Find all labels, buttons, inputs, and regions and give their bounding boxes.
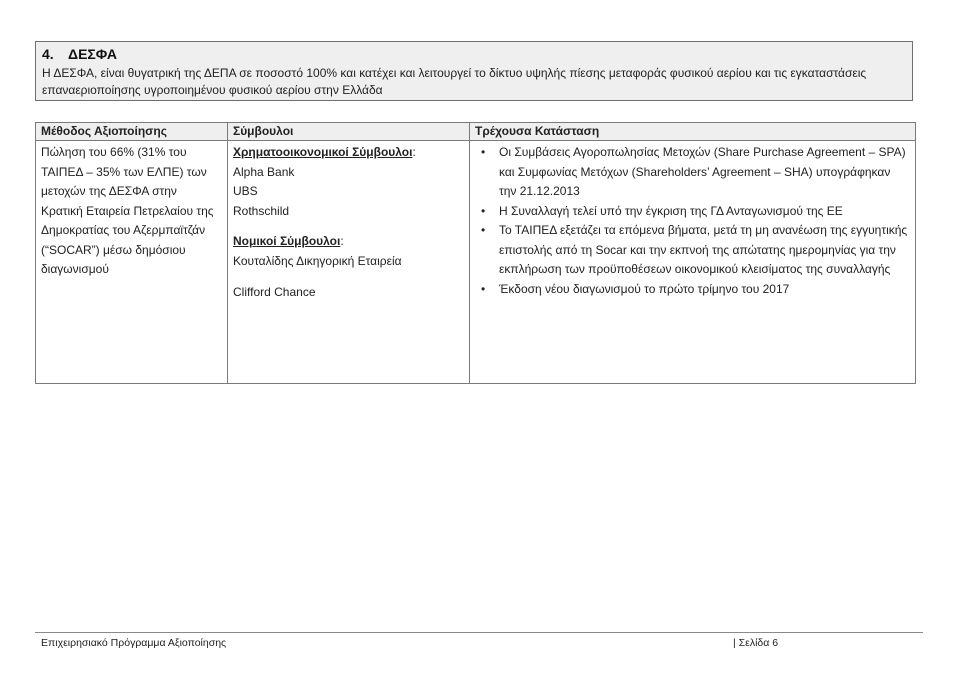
financial-advisor: Alpha Bank bbox=[233, 164, 295, 179]
header-status: Τρέχουσα Κατάσταση bbox=[470, 123, 916, 141]
financial-advisor: Rothschild bbox=[233, 203, 290, 218]
method-text: Πώληση του 66% (31% του ΤΑΙΠΕΔ – 35% των ΕΛΠΕ) των μετοχών της ΔΕΣΦΑ στην Κρατική Εταιρεία Πετρελαίου της Δημοκρατίας του Αζερμπαϊτζάν (“SOCAR”) μέσω δημόσιου διαγωνισμού bbox=[41, 145, 214, 276]
footer-divider bbox=[35, 632, 923, 633]
table-header-row bbox=[36, 123, 916, 141]
section-number: 4. bbox=[42, 46, 54, 62]
method-cell bbox=[36, 141, 228, 384]
list-item: • Η Συναλλαγή τελεί υπό την έγκριση της ΓΔ Ανταγωνισμού της ΕΕ bbox=[475, 202, 910, 222]
footer-page-number: | Σελίδα 6 bbox=[733, 637, 779, 649]
bullet-icon: • bbox=[481, 203, 486, 218]
header-method: Μέθοδος Αξιοποίησης bbox=[36, 123, 228, 141]
section-header-box bbox=[35, 41, 913, 101]
table-row bbox=[36, 141, 916, 384]
legal-advisor: Κουταλίδης Δικηγορική Εταιρεία bbox=[233, 253, 402, 268]
list-item: • Έκδοση νέου διαγωνισμού το πρώτο τρίμηνο του 2017 bbox=[475, 280, 910, 300]
legal-advisors-heading: Νομικοί Σύμβουλοι: bbox=[233, 234, 344, 248]
privatization-table bbox=[35, 122, 916, 384]
footer-document-title: Επιχειρησιακό Πρόγραμμα Αξιοποίησης bbox=[41, 637, 227, 649]
advisors-cell bbox=[228, 141, 470, 384]
bullet-icon: • bbox=[481, 145, 486, 159]
section-title bbox=[42, 44, 906, 64]
list-item: • Οι Συμβάσεις Αγοροπωλησίας Μετοχών (Share Purchase Agreement – SPA) και Συμφωνίας Μετόχων (Shareholders’ Agreement – SHA) υπογράφηκαν την 21.12.2013 bbox=[481, 145, 906, 198]
bullet-icon: • bbox=[481, 223, 486, 237]
financial-advisor: UBS bbox=[233, 184, 258, 198]
section-description: Η ΔΕΣΦΑ, είναι θυγατρική της ΔΕΠΑ σε ποσοστό 100% και κατέχει και λειτουργεί το δίκτυο υψηλής πίεσης μεταφοράς φυσικού αερίου και τις εγκαταστάσεις επαναεριοποίησης υγροποιημένου φυσικού αερίου στην Ελλάδα bbox=[42, 66, 867, 97]
financial-advisors-heading: Χρηματοοικονομικοί Σύμβουλοι: bbox=[233, 145, 416, 159]
status-cell bbox=[470, 141, 916, 384]
section-title-text: ΔΕΣΦΑ bbox=[68, 46, 118, 62]
list-item: • Το ΤΑΙΠΕΔ εξετάζει τα επόμενα βήματα, μετά τη μη ανανέωση της εγγυητικής επιστολής από τη Socar και την εκπνοή της απώτατης ημερομηνίας για την εκπλήρωση των προϋποθέσεων οικονομικού κλεισίματος της συναλλαγής bbox=[481, 223, 908, 276]
bullet-icon: • bbox=[481, 281, 486, 296]
legal-advisor: Clifford Chance bbox=[233, 285, 316, 299]
header-advisors: Σύμβουλοι bbox=[228, 123, 470, 141]
status-list bbox=[475, 143, 910, 299]
